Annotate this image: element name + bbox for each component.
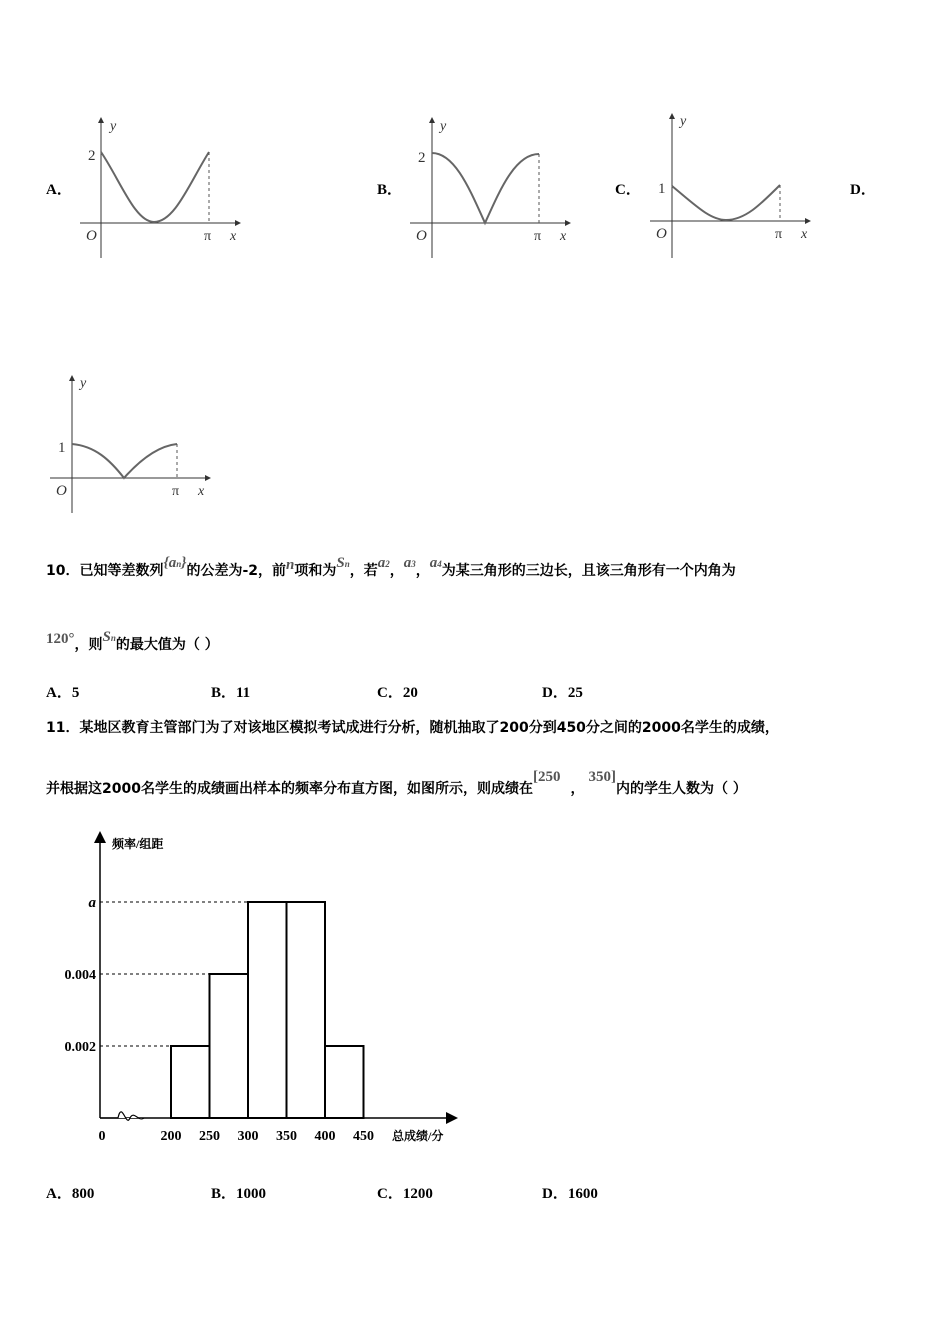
option-b-label[interactable]: B． xyxy=(377,182,403,198)
curve xyxy=(432,153,539,223)
pi-label: π xyxy=(534,229,542,244)
origin-label: O xyxy=(656,226,667,242)
option-d-label[interactable]: D． xyxy=(850,182,876,198)
interval-left: [250 xyxy=(532,769,561,785)
text: 为某三角形的三边长，且该三角形有一个内角为 xyxy=(441,563,736,579)
q11-choice-d[interactable]: D．1600 xyxy=(542,1186,598,1202)
graph-c xyxy=(640,110,820,260)
curve xyxy=(101,152,209,222)
peak-label: 1 xyxy=(658,181,666,197)
x-axis-title: 总成绩/分 xyxy=(392,1129,444,1143)
text: 的公差为-2，前 xyxy=(186,563,287,579)
pi-label: π xyxy=(775,227,783,242)
text: 并根据这2000名学生的成绩画出样本的频率分布直方图，如图所示，则成绩在 xyxy=(46,781,533,797)
q10-choice-b[interactable]: B．11 xyxy=(211,685,251,701)
option-a-label[interactable]: A． xyxy=(46,182,72,198)
a4-symbol: a4 xyxy=(429,555,442,571)
q10-choice-c[interactable]: C．20 xyxy=(377,685,418,701)
histogram-bar xyxy=(287,902,326,1118)
n-symbol: n xyxy=(286,557,295,573)
y-tick-label: a xyxy=(88,895,96,911)
origin-label: O xyxy=(86,228,97,244)
graph-a xyxy=(70,110,250,260)
angle-value: 120° xyxy=(46,631,75,647)
x-tick-label: 250 xyxy=(199,1129,220,1144)
peak-label: 1 xyxy=(58,440,66,456)
sum-symbol: Sn xyxy=(102,629,116,645)
x-tick-label: 0 xyxy=(98,1129,106,1144)
y-label: y xyxy=(680,114,687,129)
curve xyxy=(72,444,177,478)
text: 的最大值为（ ） xyxy=(115,637,219,653)
sum-symbol: Sn xyxy=(336,555,350,571)
y-label: y xyxy=(80,376,87,391)
origin-label: O xyxy=(56,483,67,499)
x-tick-label: 200 xyxy=(160,1129,182,1144)
y-label: y xyxy=(440,119,447,134)
x-tick-label: 450 xyxy=(353,1129,374,1144)
x-tick-label: 400 xyxy=(314,1129,336,1144)
question-10-line-2 xyxy=(46,629,219,654)
y-axis-title: 频率/组距 xyxy=(112,837,164,851)
histogram-bar xyxy=(325,1046,364,1118)
curve xyxy=(672,185,780,220)
x-label: x xyxy=(801,227,808,242)
graph-d xyxy=(40,370,220,520)
question-number: 10． xyxy=(46,563,80,579)
a3-symbol: a3 xyxy=(403,555,416,571)
text: 内的学生人数为（ ） xyxy=(615,781,747,797)
origin-label: O xyxy=(416,228,427,244)
peak-label: 2 xyxy=(88,148,96,164)
question-10-line-1: 10．已知等差数列{an}的公差为-2，前n项和为Sn，若a2，a3，a4为某三角形的三边长，且该三角形有一个内角为 xyxy=(46,555,736,579)
a2-symbol: a2 xyxy=(377,555,390,571)
q10-choice-d[interactable]: D．25 xyxy=(542,685,583,701)
y-label: y xyxy=(110,119,117,134)
q11-choice-a[interactable]: A．800 xyxy=(46,1186,95,1202)
histogram-bar xyxy=(248,902,287,1118)
q10-choice-a[interactable]: A．5 xyxy=(46,685,80,701)
x-label: x xyxy=(198,484,205,499)
x-label: x xyxy=(230,229,237,244)
q11-choice-c[interactable]: C．1200 xyxy=(377,1186,433,1202)
x-tick-label: 300 xyxy=(237,1129,259,1144)
question-11-line-1: 11．某地区教育主管部门为了对该地区模拟考试成进行分析，随机抽取了200分到450分之间的2000名学生的成绩， xyxy=(46,720,779,736)
q11-choice-b[interactable]: B．1000 xyxy=(211,1186,267,1202)
interval-right: 350] xyxy=(588,769,616,785)
pi-label: π xyxy=(204,229,212,244)
histogram-chart xyxy=(40,826,470,1146)
histogram-bar xyxy=(171,1046,210,1118)
y-tick-label: 0.002 xyxy=(64,1040,96,1055)
text: ，则 xyxy=(74,637,103,653)
graph-b xyxy=(400,110,580,260)
option-c-label[interactable]: C． xyxy=(615,182,641,198)
x-label: x xyxy=(560,229,567,244)
axis-break xyxy=(100,1112,144,1120)
x-tick-label: 350 xyxy=(276,1129,297,1144)
text: ，若 xyxy=(349,563,378,579)
y-tick-label: 0.004 xyxy=(64,968,96,983)
sequence-symbol: {an} xyxy=(163,555,187,571)
text: 项和为 xyxy=(294,563,337,579)
histogram-bar xyxy=(210,974,249,1118)
peak-label: 2 xyxy=(418,150,426,166)
pi-label: π xyxy=(172,484,180,499)
question-11-line-2: 并根据这2000名学生的成绩画出样本的频率分布直方图，如图所示，则成绩在[250，350]内的学生人数为（ ） xyxy=(46,769,747,797)
text: 已知等差数列 xyxy=(79,563,164,579)
